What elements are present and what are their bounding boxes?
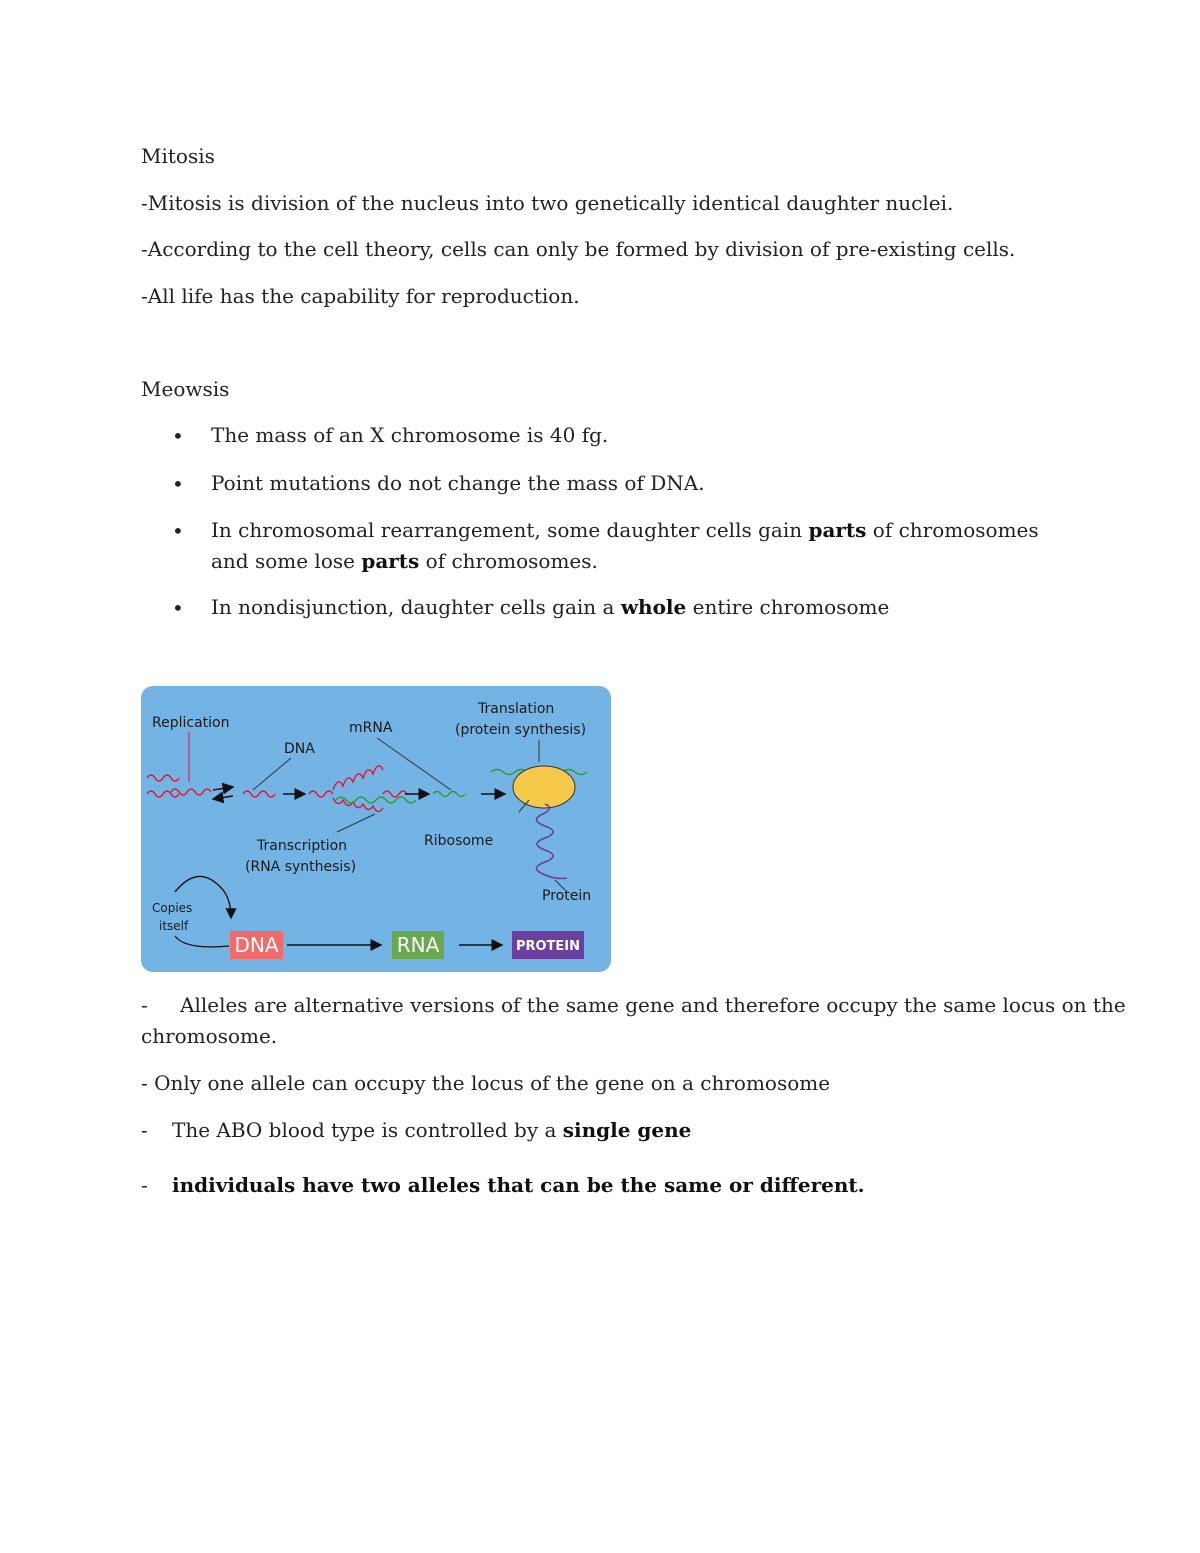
alleles-line-1-cont: chromosome. [141, 1024, 278, 1048]
meowsis-heading: Meowsis [141, 377, 230, 401]
label-replication: Replication [152, 715, 230, 731]
mitosis-line-1: -Mitosis is division of the nucleus into two genetically identical daughter nuclei. [141, 191, 954, 215]
mitosis-line-2: -According to the cell theory, cells can only be formed by division of pre-existing cells. [141, 237, 1016, 261]
bold-single-gene: single gene [562, 1118, 692, 1142]
alleles-line-2: - Only one allele can occupy the locus of the gene on a chromosome [141, 1071, 831, 1095]
label-transcription-sub: (RNA synthesis) [245, 859, 357, 875]
alleles-line-1: Alleles are alternative versions of the same gene and therefore occupy the same locus on the [180, 993, 1126, 1017]
rna-box-label: RNA [396, 933, 440, 957]
bullet-icon: • [172, 596, 184, 620]
bullet-icon: • [172, 472, 184, 496]
bold-whole: whole [620, 595, 687, 619]
label-itself: itself [159, 919, 189, 933]
bold-parts-2: parts [361, 549, 420, 573]
mitosis-heading: Mitosis [141, 144, 215, 168]
alleles-line-3: The ABO blood type is controlled by a single gene [172, 1118, 692, 1142]
alleles-line-4: individuals have two alleles that can be the same or different. [172, 1173, 865, 1197]
dash-marker: - [141, 1173, 148, 1197]
label-translation-sub: (protein synthesis) [455, 722, 587, 738]
bullet-icon: • [172, 519, 184, 543]
bullet-icon: • [172, 424, 184, 448]
bold-parts-1: parts [808, 518, 867, 542]
dash-marker: - [141, 993, 148, 1017]
label-protein: Protein [542, 888, 592, 904]
bullet-item-3: In chromosomal rearrangement, some daughter cells gain parts of chromosomes and some lose parts of chromosomes. [211, 518, 1039, 573]
label-copies: Copies [152, 901, 193, 915]
bullet-item-2: Point mutations do not change the mass of DNA. [211, 471, 705, 495]
bullet-item-1: The mass of an X chromosome is 40 fg. [211, 423, 609, 447]
ribosome-shape [513, 766, 575, 808]
mitosis-line-3: -All life has the capability for reproduction. [141, 284, 580, 308]
label-dna: DNA [284, 741, 315, 757]
label-ribosome: Ribosome [424, 833, 494, 849]
central-dogma-diagram [141, 686, 611, 972]
protein-box-label: PROTEIN [515, 939, 581, 954]
dna-box-label: DNA [234, 933, 279, 957]
label-translation: Translation [478, 701, 555, 717]
label-mrna: mRNA [349, 720, 393, 736]
bullet-item-4: In nondisjunction, daughter cells gain a whole entire chromosome [211, 595, 890, 619]
dash-marker: - [141, 1118, 148, 1142]
label-transcription: Transcription [257, 838, 348, 854]
